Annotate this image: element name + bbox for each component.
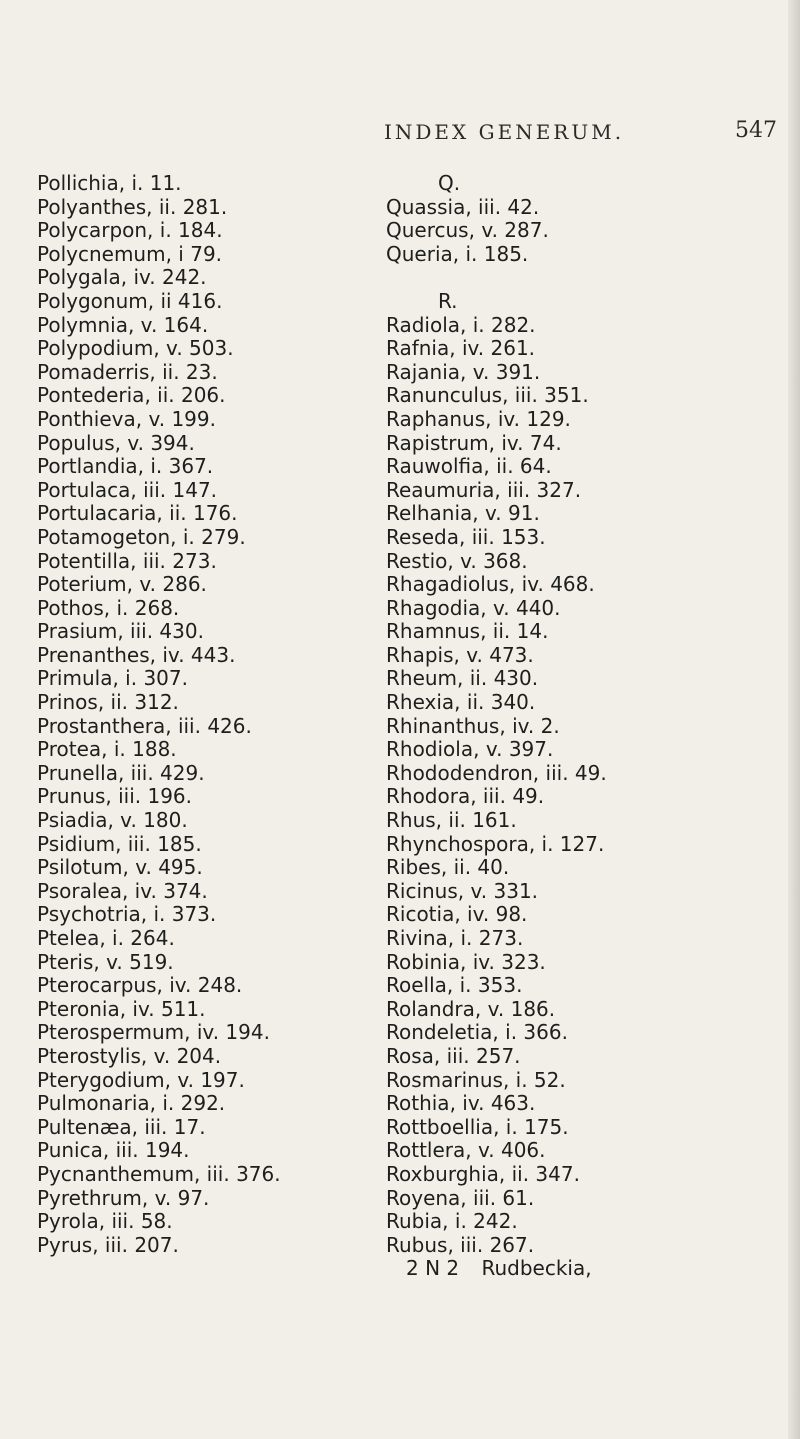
index-entry: Prunella, iii. 429. <box>37 760 205 785</box>
index-entry: Reaumuria, iii. 327. <box>386 477 582 502</box>
index-entry: Roxburghia, ii. 347. <box>386 1161 580 1186</box>
index-entry: Rhus, ii. 161. <box>386 808 517 833</box>
index-entry: Rafnia, iv. 261. <box>386 336 536 361</box>
index-entry: Rondeletia, i. 366. <box>386 1020 568 1045</box>
index-entry: Pyrethrum, v. 97. <box>37 1185 210 1210</box>
index-entry: Rottlera, v. 406. <box>386 1138 546 1163</box>
index-entry: Primula, i. 307. <box>37 666 188 691</box>
index-entry: Pteris, v. 519. <box>37 949 174 974</box>
index-entry: Pontederia, ii. 206. <box>37 383 226 408</box>
index-entry: Punica, iii. 194. <box>37 1138 190 1163</box>
index-entry: Pollichia, i. 11. <box>37 171 182 195</box>
page-header <box>0 120 800 150</box>
index-entry: Potamogeton, i. 279. <box>37 524 246 549</box>
index-entry: Portlandia, i. 367. <box>37 454 214 479</box>
index-entry: Polygonum, ii 416. <box>37 288 223 313</box>
index-entry: Rhodora, iii. 49. <box>386 784 545 809</box>
index-entry: Rhagodia, v. 440. <box>386 595 561 620</box>
index-entry: Rhododendron, iii. 49. <box>386 760 607 785</box>
index-entry: Rhodiola, v. 397. <box>386 737 554 762</box>
index-entry: Rhinanthus, iv. 2. <box>386 713 560 738</box>
index-entry: Populus, v. 394. <box>37 430 195 455</box>
index-entry: Robinia, iv. 323. <box>386 949 546 974</box>
index-entry: Rhapis, v. 473. <box>386 642 534 667</box>
index-entry: Psychotria, i. 373. <box>37 902 217 927</box>
signature-mark: 2 N 2 <box>406 1256 460 1281</box>
index-entry: Psidium, iii. 185. <box>37 831 202 856</box>
section-letter-q: Q. <box>438 171 461 195</box>
index-entry: Rivina, i. 273. <box>386 926 524 950</box>
section-letter-r: R. <box>438 288 458 313</box>
index-entry: Queria, i. 185. <box>386 241 529 266</box>
index-entry: Relhania, v. 91. <box>386 501 540 526</box>
index-entry: Pultenæa, iii. 17. <box>37 1114 206 1139</box>
index-entry: Restio, v. 368. <box>386 548 528 573</box>
q-entries <box>386 196 776 267</box>
index-entry: Ribes, ii. 40. <box>386 855 510 880</box>
index-entry: Polymnia, v. 164. <box>37 312 209 337</box>
index-entry: Prasium, iii. 430. <box>37 619 204 644</box>
section-gap <box>386 266 776 290</box>
index-entry: Pterospermum, iv. 194. <box>37 1020 270 1045</box>
r-entries <box>386 314 776 1258</box>
index-entry: Ricinus, v. 331. <box>386 878 539 903</box>
index-entry: Rhynchospora, i. 127. <box>386 831 605 856</box>
index-entry: Portulaca, iii. 147. <box>37 477 218 502</box>
index-entry: Pulmonaria, i. 292. <box>37 1091 226 1116</box>
index-entry: Portulacaria, ii. 176. <box>37 501 238 526</box>
index-entry: Rubia, i. 242. <box>386 1209 518 1234</box>
index-entry: Rolandra, v. 186. <box>386 996 556 1021</box>
index-entry: Rheum, ii. 430. <box>386 666 539 691</box>
page-edge <box>788 0 800 1439</box>
index-entry: Pterygodium, v. 197. <box>37 1067 245 1092</box>
index-entry: Polycarpon, i. 184. <box>37 218 223 243</box>
index-entry: Rhexia, ii. 340. <box>386 690 536 715</box>
index-entry: Radiola, i. 282. <box>386 312 536 337</box>
index-entry: Rhagadiolus, iv. 468. <box>386 572 595 597</box>
index-entry: Polygala, iv. 242. <box>37 265 207 290</box>
index-entry: Rubus, iii. 267. <box>386 1232 535 1257</box>
index-entry: Ranunculus, iii. 351. <box>386 383 589 408</box>
index-entry: Psilotum, v. 495. <box>37 855 203 880</box>
index-entry: Rajania, v. 391. <box>386 359 541 384</box>
index-entry: Ponthieva, v. 199. <box>37 406 216 431</box>
signature-line <box>386 1257 776 1281</box>
index-entry: Rosmarinus, i. 52. <box>386 1067 566 1092</box>
index-entry: Pycnanthemum, iii. 376. <box>37 1161 281 1186</box>
index-entry: Potentilla, iii. 273. <box>37 548 217 573</box>
running-head: INDEX GENERUM. <box>384 120 625 144</box>
index-entry: Rottboellia, i. 175. <box>386 1114 569 1139</box>
index-entry: Pothos, i. 268. <box>37 595 180 620</box>
index-entry: Pterostylis, v. 204. <box>37 1043 222 1068</box>
right-column <box>386 172 776 1281</box>
index-entry: Psoralea, iv. 374. <box>37 878 208 903</box>
index-entry: Psiadia, v. 180. <box>37 808 188 833</box>
index-entry: Poterium, v. 286. <box>37 572 207 597</box>
index-entry: Polypodium, v. 503. <box>37 336 234 361</box>
index-entry: Prenanthes, iv. 443. <box>37 642 236 667</box>
index-entry: Pterocarpus, iv. 248. <box>37 973 243 998</box>
index-entry: Protea, i. 188. <box>37 737 177 762</box>
index-entry: Ricotia, iv. 98. <box>386 902 528 927</box>
index-entry: Rosa, iii. 257. <box>386 1043 521 1068</box>
index-entry: Rapistrum, iv. 74. <box>386 430 562 455</box>
left-column <box>37 172 367 1257</box>
index-entry: Rauwolfia, ii. 64. <box>386 454 552 479</box>
index-entry: Quercus, v. 287. <box>386 218 549 243</box>
index-entry: Prunus, iii. 196. <box>37 784 193 809</box>
page-number: 547 <box>735 118 777 143</box>
index-entry: Roella, i. 353. <box>386 973 523 998</box>
index-entry: Pyrus, iii. 207. <box>37 1232 179 1257</box>
index-entry: Polyanthes, ii. 281. <box>37 194 228 219</box>
index-entry: Raphanus, iv. 129. <box>386 406 571 431</box>
index-entry: Quassia, iii. 42. <box>386 194 540 219</box>
index-entry: Rhamnus, ii. 14. <box>386 619 549 644</box>
index-entry: Royena, iii. 61. <box>386 1185 535 1210</box>
index-entry: Polycnemum, i 79. <box>37 241 223 266</box>
index-entry: Pyrola, iii. 58. <box>37 1209 173 1234</box>
index-entry: Reseda, iii. 153. <box>386 524 546 549</box>
index-entry: Rothia, iv. 463. <box>386 1091 536 1116</box>
index-entry: Pomaderris, ii. 23. <box>37 359 218 384</box>
index-entry: Prostanthera, iii. 426. <box>37 713 252 738</box>
index-entry: Ptelea, i. 264. <box>37 926 175 950</box>
index-entry: Pteronia, iv. 511. <box>37 996 206 1021</box>
index-entry: Prinos, ii. 312. <box>37 690 179 715</box>
catchword: Rudbeckia, <box>481 1256 592 1281</box>
